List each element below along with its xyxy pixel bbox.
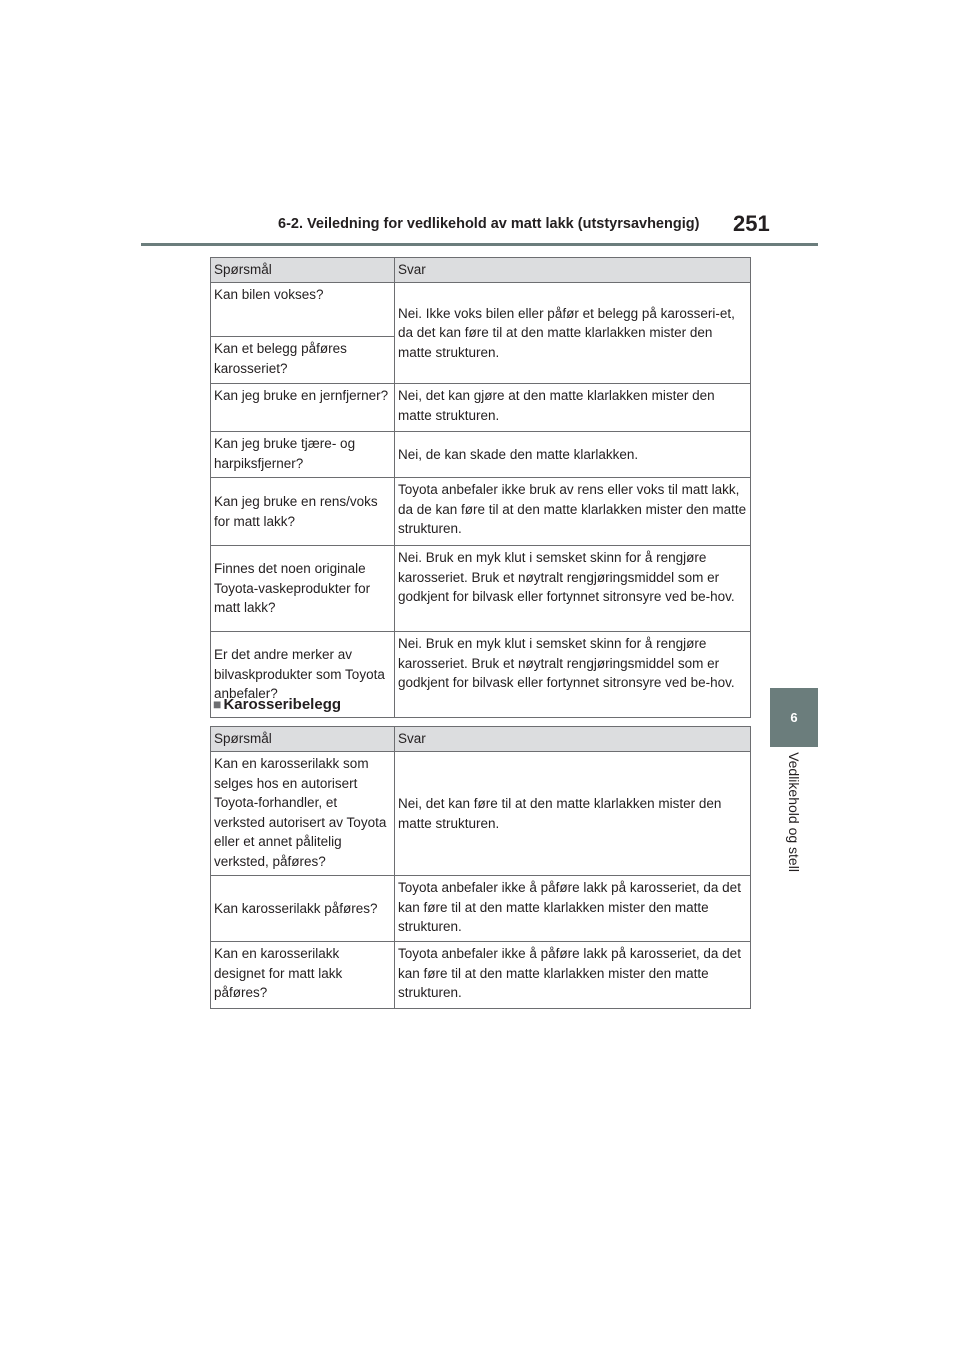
question-cell: Kan en karosserilakk designet for matt lakk påføres? bbox=[211, 942, 395, 1009]
answer-cell: Toyota anbefaler ikke bruk av rens eller voks til matt lakk, da de kan føre til at den matte klarlakken mister den matte strukturen. bbox=[395, 478, 751, 546]
body-coating-faq-table bbox=[210, 726, 751, 1009]
table-row bbox=[211, 752, 751, 876]
answer-cell: Nei. Ikke voks bilen eller påfør et belegg på karosseri-et, da det kan føre til at den matte klarlakken mister den matte strukturen. bbox=[395, 283, 751, 384]
answer-cell: Nei, det kan føre til at den matte klarlakken mister den matte strukturen. bbox=[395, 752, 751, 876]
table-header-row bbox=[211, 727, 751, 752]
square-bullet-icon: ■ bbox=[213, 696, 222, 712]
question-cell: Kan bilen vokses? bbox=[211, 283, 395, 337]
table-row bbox=[211, 876, 751, 942]
answer-cell: Nei, de kan skade den matte klarlakken. bbox=[395, 432, 751, 478]
question-cell: Kan jeg bruke tjære- og harpiksfjerner? bbox=[211, 432, 395, 478]
table-row bbox=[211, 942, 751, 1009]
answer-cell: Nei. Bruk en myk klut i semsket skinn for å rengjøre karosseriet. Bruk et nøytralt rengjøringsmiddel som er godkjent for bilvask eller fortynnet sitronsyre ved be-hov. bbox=[395, 632, 751, 718]
table-row bbox=[211, 432, 751, 478]
table-row bbox=[211, 478, 751, 546]
table-row bbox=[211, 384, 751, 432]
section-heading bbox=[213, 696, 341, 713]
question-cell: Kan jeg bruke en rens/voks for matt lakk? bbox=[211, 478, 395, 546]
chapter-tab bbox=[770, 688, 818, 747]
table-row bbox=[211, 283, 751, 337]
question-cell: Kan et belegg påføres karosseriet? bbox=[211, 337, 395, 384]
header-divider bbox=[141, 243, 818, 246]
chapter-side-label: Vedlikehold og stell bbox=[786, 752, 802, 872]
question-cell: Er det andre merker av bilvaskprodukter som Toyota anbefaler? bbox=[211, 632, 395, 718]
section-heading-text: Karosseribelegg bbox=[223, 696, 342, 713]
page-number: 251 bbox=[733, 211, 770, 236]
answer-cell: Toyota anbefaler ikke å påføre lakk på karosseriet, da det kan føre til at den matte klarlakken mister den matte strukturen. bbox=[395, 942, 751, 1009]
chapter-number: 6 bbox=[790, 710, 798, 725]
question-cell: Kan jeg bruke en jernfjerner? bbox=[211, 384, 395, 432]
answer-cell: Nei, det kan gjøre at den matte klarlakken mister den matte strukturen. bbox=[395, 384, 751, 432]
table-row bbox=[211, 546, 751, 632]
question-cell: Kan en karosserilakk som selges hos en autorisert Toyota-forhandler, et verksted autorisert av Toyota eller et annet pålitelig verksted, påføres? bbox=[211, 752, 395, 876]
question-cell: Finnes det noen originale Toyota-vaskeprodukter for matt lakk? bbox=[211, 546, 395, 632]
answer-cell: Toyota anbefaler ikke å påføre lakk på karosseriet, da det kan føre til at den matte klarlakken mister den matte strukturen. bbox=[395, 876, 751, 942]
chapter-section-title: 6-2. Veiledning for vedlikehold av matt lakk (utstyrsavhengig) bbox=[278, 216, 700, 232]
column-header-answer: Svar bbox=[395, 727, 751, 752]
answer-cell: Nei. Bruk en myk klut i semsket skinn for å rengjøre karosseriet. Bruk et nøytralt rengjøringsmiddel som er godkjent for bilvask eller fortynnet sitronsyre ved be-hov. bbox=[395, 546, 751, 632]
matt-paint-faq-table bbox=[210, 257, 751, 718]
column-header-answer: Svar bbox=[395, 258, 751, 283]
question-cell: Kan karosserilakk påføres? bbox=[211, 876, 395, 942]
column-header-question: Spørsmål bbox=[211, 258, 395, 283]
column-header-question: Spørsmål bbox=[211, 727, 395, 752]
table-header-row bbox=[211, 258, 751, 283]
